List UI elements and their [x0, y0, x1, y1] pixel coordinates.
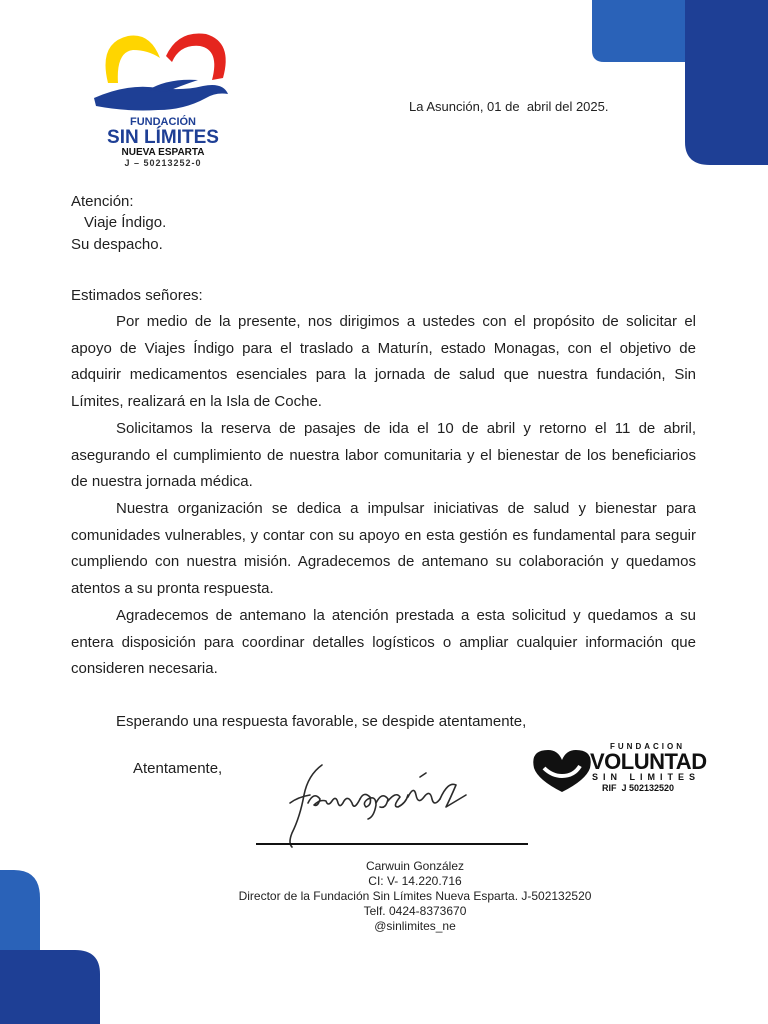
handwritten-signature — [280, 755, 480, 850]
farewell: Atentamente, — [133, 760, 223, 777]
bottom-left-decoration — [0, 870, 110, 1024]
body-paragraph-4: Agradecemos de antemano la atención prestada a esta solicitud y quedamos a su entera disposición para coordinar detalles logísticos o ampliar cualquier información que consideren necesaria. — [71, 607, 696, 678]
signatory-id: CI: V- 14.220.716 — [368, 874, 462, 888]
signatory-name: Carwuin González — [365, 859, 465, 873]
top-right-decoration — [590, 0, 768, 170]
voluntad-stamp — [530, 742, 720, 798]
stamp-text-rif: RIF J 502132520 — [602, 783, 675, 793]
stamp-text-fundacion: FUNDACION — [610, 742, 685, 751]
body-paragraph-2: Solicitamos la reserva de pasajes de ida el 10 de abril y retorno el 11 de abril, asegurando el cumplimiento de nuestra labor comunitaria y el bienestar de los beneficiarios de nuestra jornada médica. — [71, 420, 696, 491]
logo-text-fundacion: FUNDACIÓN — [130, 116, 196, 128]
signatory-social: @sinlimites_ne — [374, 919, 456, 933]
recipient-name: Viaje Índigo. — [84, 214, 167, 231]
heart-hand-icon — [88, 28, 238, 128]
body-paragraph-3: Nuestra organización se dedica a impulsar iniciativas de salud y bienestar para comunidades vulnerables, y contar con su apoyo en esta gestión es fundamental para seguir cumpliendo con nuestra misión. Agradecemos de antemano su colaboración y quedamos atentos a su pronta respuesta. — [71, 500, 696, 598]
logo-text-sin-limites: SIN LÍMITES — [107, 127, 219, 148]
closing-line: Esperando una respuesta favorable, se despide atentamente, — [116, 713, 527, 730]
signatory-phone: Telf. 0424-8373670 — [363, 904, 467, 918]
body-paragraph-1: Por medio de la presente, nos dirigimos a ustedes con el propósito de solicitar el apoyo de Viajes Índigo para el traslado a Maturín, estado Monagas, con el objetivo de adquirir medicamentos esenciales para la jornada de salud que nuestra fundación, Sin Límites, realizará en la Isla de Coche. — [71, 313, 696, 411]
signatory-block — [215, 859, 615, 934]
logo-text-nueva-esparta: NUEVA ESPARTA — [121, 147, 205, 158]
greeting: Estimados señores: — [71, 287, 203, 304]
logo-text-rif: J – 50213252-0 — [124, 158, 202, 168]
stamp-text-sin-limites: SIN LIMITES — [592, 772, 701, 782]
letter-date: La Asunción, 01 de abril del 2025. — [409, 99, 609, 114]
recipient-office: Su despacho. — [71, 236, 163, 253]
signature-line — [256, 843, 528, 845]
signatory-role: Director de la Fundación Sin Límites Nueva Esparta. J-502132520 — [238, 889, 592, 903]
stamp-text-voluntad: VOLUNTAD — [590, 749, 707, 774]
foundation-logo — [88, 28, 238, 173]
stamp-heart-icon — [530, 746, 594, 796]
attention-label: Atención: — [71, 193, 134, 210]
